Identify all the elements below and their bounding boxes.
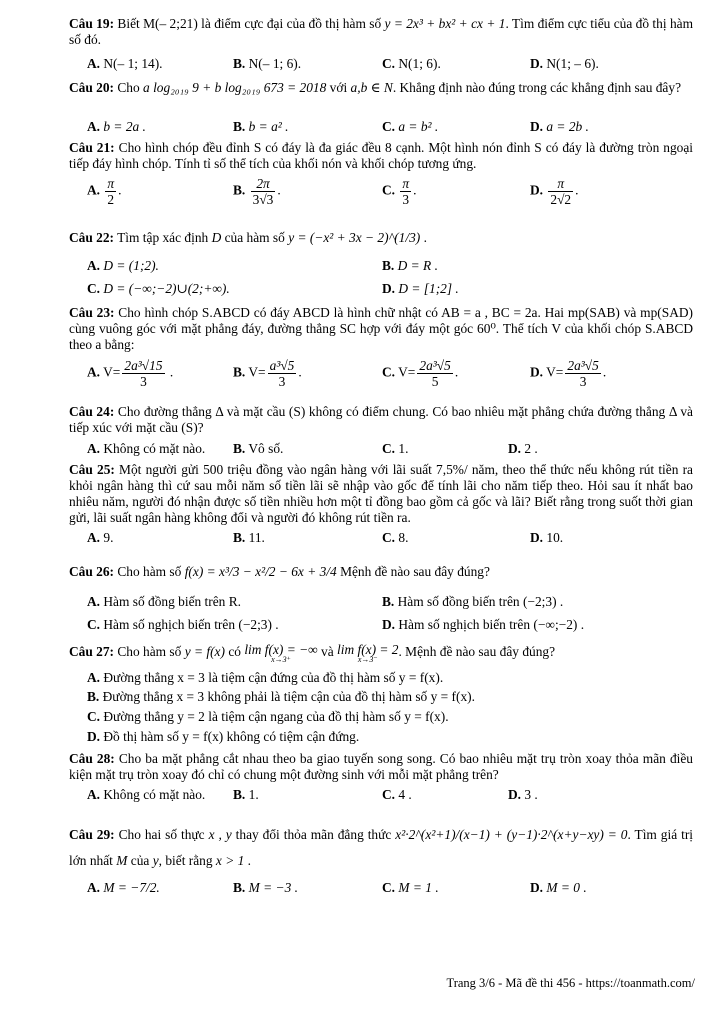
option-d: D. Đồ thị hàm số y = f(x) không có tiệm cận đứng. — [87, 729, 360, 744]
option-d: D. Hàm số nghịch biến trên (−∞;−2) . — [382, 617, 585, 632]
option-d: D. 10. — [530, 530, 564, 545]
option-c: C. 8. — [382, 530, 409, 545]
formula: a log₂₀₁₉ 9 + b log₂₀₁₉ 673 = 2018 — [143, 80, 327, 95]
question-22: Câu 22: Tìm tập xác định D của hàm số y = (−x² + 3x − 2)^(1/3) . — [69, 230, 427, 245]
question-label: Câu 22: — [69, 230, 115, 245]
option-c: C. 1. — [382, 441, 409, 456]
option-b: B. D = R . — [382, 258, 438, 273]
option-a: A. V= $\frac{\text{2a³√15}}{3}$ . — [87, 358, 174, 389]
question-label: Câu 25: — [69, 462, 115, 477]
option-b: B. Hàm số đồng biến trên (−2;3) . — [382, 594, 564, 609]
option-a: A. M = −7/2. — [87, 880, 160, 895]
option-b: B. 11. — [233, 530, 265, 545]
option-b: B. 1. — [233, 787, 259, 802]
option-b: B. M = −3 . — [233, 880, 298, 895]
option-b: B. b = a² . — [233, 119, 289, 134]
option-d: D. V= $\frac{\text{2a³√5}}{3}$ . — [530, 358, 607, 389]
question-20: Câu 20: Cho a log₂₀₁₉ 9 + b log₂₀₁₉ 673 = 2018 với a,b ∈ N. Khẳng định nào đúng trong các khẳng định sau đây? — [69, 80, 682, 95]
option-d: D. $\frac{\pi}{2√2}$ . — [530, 176, 579, 207]
option-d: D. M = 0 . — [530, 880, 587, 895]
option-a: A. Hàm số đồng biến trên R. — [87, 594, 241, 609]
question-29: Câu 29: Cho hai số thực x , y thay đổi thỏa mãn đẳng thức x²·2^(x²+1)/(x−1) + (y−1)·2^(x+y−xy) = 0. Tìm giá trị lớn nhất M của y, biết rằng x > 1 . — [69, 827, 693, 868]
option-c: C. 4 . — [382, 787, 412, 802]
option-c: C. $\frac{\pi}{3}$ . — [382, 176, 417, 207]
option-a: A. 9. — [87, 530, 114, 545]
option-d: D. N(1; – 6). — [530, 56, 599, 71]
question-label: Câu 26: — [69, 564, 115, 579]
option-c: C. M = 1 . — [382, 880, 439, 895]
page-footer: Trang 3/6 - Mã đề thi 456 - https://toanmath.com/ — [446, 976, 695, 990]
question-26: Câu 26: Cho hàm số f(x) = x³/3 − x²/2 − 6x + 3/4 Mệnh đề nào sau đây đúng? — [69, 564, 490, 579]
formula: x²·2^(x²+1)/(x−1) + (y−1)·2^(x+y−xy) = 0 — [395, 827, 628, 842]
option-a: A. D = (1;2). — [87, 258, 159, 273]
question-label: Câu 19: — [69, 16, 115, 31]
question-label: Câu 29: — [69, 827, 115, 842]
option-a: A. Đường thẳng x = 3 là tiệm cận đứng của đồ thị hàm số y = f(x). — [87, 670, 444, 685]
question-23: Câu 23: Cho hình chóp S.ABCD có đáy ABCD là hình chữ nhật có AB = a , BC = 2a. Hai mp(SAB) và mp(SAD) cùng vuông góc với mặt phẳng đáy, đường thẳng SC hợp với đáy một góc 60⁰. Thể tích V của khối chóp S.ABCD theo a bằng: — [69, 305, 693, 352]
option-b: B. $\frac{2\pi}{3√3}$ . — [233, 176, 281, 207]
question-25: Câu 25: Một người gửi 500 triệu đồng vào ngân hàng với lãi suất 7,5%/ năm, theo thể thức nếu không rút tiền ra khỏi ngân hàng thì cứ sau mỗi năm số tiền lãi sẽ nhập vào gốc để tính lãi cho năm tiếp theo. Hỏi sau ít nhất bao nhiêu năm, người đó nhận được số tiền nhiều hơn một tỉ đồng bao gồm cả gốc và lãi? Biết rằng trong suốt thời gian gửi, lãi suất ngân hàng không đổi và người đó không rút tiền ra. — [69, 462, 693, 525]
option-c: C. a = b² . — [382, 119, 439, 134]
question-28: Câu 28: Cho ba mặt phẳng cắt nhau theo ba giao tuyến song song. Có bao nhiêu mặt trụ tròn xoay thỏa mãn điều kiện mặt trụ tròn xoay đó chỉ có chung một đường sinh với mỗi mặt phẳng trên? — [69, 751, 694, 782]
question-label: Câu 21: — [69, 140, 115, 155]
question-24: Câu 24: Cho đường thẳng Δ và mặt cầu (S) không có điểm chung. Có bao nhiêu mặt phẳng chứa đường thẳng Δ và tiếp xúc với mặt cầu (S)? — [69, 404, 694, 435]
option-d: D. 2 . — [508, 441, 538, 456]
question-19: Câu 19: Biết M(– 2;21) là điểm cực đại của đồ thị hàm số y = 2x³ + bx² + cx + 1. Tìm điểm cực tiểu của đồ thị hàm số đó. — [69, 16, 693, 47]
option-c: C. D = (−∞;−2)∪(2;+∞). — [87, 281, 230, 296]
question-label: Câu 27: — [69, 644, 115, 659]
option-b: B. N(– 1; 6). — [233, 56, 302, 71]
option-a: A. $\frac{\pi}{2}$ . — [87, 176, 122, 207]
formula: y = (−x² + 3x − 2)^(1/3) — [288, 230, 421, 245]
option-b: B. Vô số. — [233, 441, 284, 456]
option-b: B. V= $\frac{\text{a³√5}}{3}$ . — [233, 358, 302, 389]
formula: y = 2x³ + bx² + cx + 1 — [384, 16, 506, 31]
option-c: C. V= $\frac{\text{2a³√5}}{5}$ . — [382, 358, 459, 389]
option-a: A. Không có mặt nào. — [87, 441, 206, 456]
option-d: D. a = 2b . — [530, 119, 589, 134]
question-21: Câu 21: Cho hình chóp đều đỉnh S có đáy là đa giác đều 8 cạnh. Một hình nón đỉnh S có đáy là đường tròn ngoại tiếp đáy hình chóp. Tính tỉ số thể tích của khối nón và khối chóp tương ứng. — [69, 140, 693, 171]
question-27: Câu 27: Cho hàm số y = f(x) có lim f(x) = −∞ x→3⁺ và lim f(x) = 2 x→3⁻ . Mệnh đề nào sau đây đúng? — [69, 642, 556, 664]
formula: f(x) = x³/3 − x²/2 − 6x + 3/4 — [184, 564, 337, 579]
option-a: A. Không có mặt nào. — [87, 787, 206, 802]
option-c: C. N(1; 6). — [382, 56, 441, 71]
option-b: B. Đường thẳng x = 3 không phải là tiệm cận của đồ thị hàm số y = f(x). — [87, 689, 475, 704]
question-label: Câu 23: — [69, 305, 115, 320]
option-c: C. Đường thẳng y = 2 là tiệm cận ngang của đồ thị hàm số y = f(x). — [87, 709, 449, 724]
question-label: Câu 20: — [69, 80, 115, 95]
option-a: A. b = 2a . — [87, 119, 146, 134]
question-label: Câu 24: — [69, 404, 115, 419]
option-d: D. D = [1;2] . — [382, 281, 459, 296]
question-label: Câu 28: — [69, 751, 115, 766]
option-c: C. Hàm số nghịch biến trên (−2;3) . — [87, 617, 279, 632]
option-d: D. 3 . — [508, 787, 538, 802]
option-a: A. N(– 1; 14). — [87, 56, 163, 71]
